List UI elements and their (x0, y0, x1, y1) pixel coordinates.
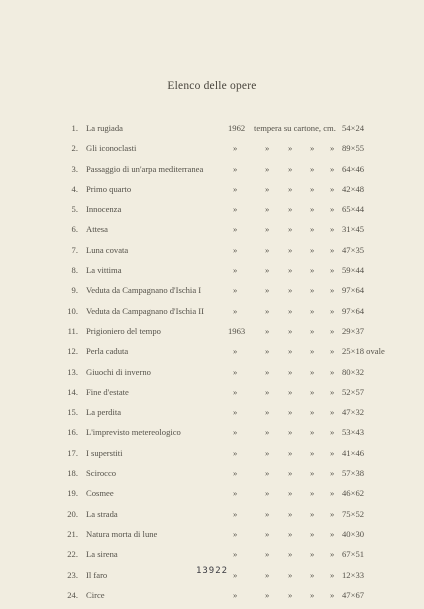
work-number: 19. (67, 488, 78, 499)
work-title: La rugiada (86, 123, 123, 133)
ditto-mark: » (265, 427, 270, 438)
ditto-mark: » (310, 143, 315, 154)
ditto-mark: » (330, 143, 335, 154)
work-dimensions: 54×24 (342, 123, 365, 133)
ditto-mark: » (265, 244, 270, 255)
ditto-mark: » (330, 508, 335, 519)
list-item (0, 183, 424, 203)
work-title: Innocenza (86, 204, 122, 215)
work-dimensions: 52×57 (342, 386, 365, 397)
ditto-mark: » (330, 569, 335, 580)
work-number: 16. (67, 427, 78, 438)
work-title: Giuochi di inverno (86, 366, 151, 377)
list-item (0, 142, 424, 162)
ditto-mark: » (265, 528, 270, 539)
work-number: 24. (67, 589, 78, 600)
work-dimensions: 47×32 (342, 407, 365, 418)
ditto-mark: » (265, 468, 270, 479)
page-title: Elenco delle opere (167, 80, 257, 92)
ditto-mark: » (288, 346, 293, 357)
ditto-mark: » (233, 224, 238, 235)
list-item (0, 345, 424, 365)
ditto-mark: » (233, 163, 238, 174)
ditto-mark: » (310, 407, 315, 418)
ditto-mark: » (233, 265, 238, 276)
work-number: 11. (67, 325, 78, 336)
work-number: 6. (71, 224, 78, 235)
ditto-mark: » (330, 407, 335, 418)
ditto-mark: » (233, 549, 238, 560)
ditto-mark: » (330, 183, 335, 194)
ditto-mark: » (265, 386, 270, 397)
list-item (0, 406, 424, 426)
ditto-mark: » (330, 346, 335, 357)
work-number: 8. (71, 265, 78, 276)
ditto-mark: » (265, 508, 270, 519)
work-medium: tempera su cartone, cm. (254, 123, 336, 133)
work-title: Fine d'estate (86, 386, 129, 397)
work-title: Veduta da Campagnano d'Ischia I (86, 285, 202, 296)
ditto-mark: » (233, 589, 238, 600)
list-item (0, 203, 424, 223)
ditto-mark: » (233, 447, 238, 458)
ditto-mark: » (288, 143, 293, 154)
ditto-mark: » (265, 589, 270, 600)
work-year: 1963 (228, 325, 246, 336)
ditto-mark: » (288, 325, 293, 336)
ditto-mark: » (233, 528, 238, 539)
work-number: 21. (67, 528, 78, 539)
list-item (0, 426, 424, 446)
work-dimensions: 25×18 ovale (342, 346, 385, 357)
ditto-mark: » (330, 386, 335, 397)
ditto-mark: » (265, 447, 270, 458)
ditto-mark: » (265, 183, 270, 194)
work-dimensions: 53×43 (342, 427, 365, 438)
ditto-mark: » (310, 224, 315, 235)
list-item (0, 467, 424, 487)
ditto-mark: » (233, 488, 238, 499)
work-dimensions: 41×46 (342, 447, 365, 458)
work-title: Attesa (86, 224, 108, 235)
ditto-mark: » (330, 305, 335, 316)
ditto-mark: » (288, 468, 293, 479)
ditto-mark: » (265, 407, 270, 418)
ditto-mark: » (265, 204, 270, 215)
ditto-mark: » (265, 285, 270, 296)
catalog-number: 13922 (195, 566, 229, 576)
ditto-mark: » (330, 224, 335, 235)
ditto-mark: » (330, 549, 335, 560)
ditto-mark: » (330, 325, 335, 336)
list-item (0, 305, 424, 325)
ditto-mark: » (233, 143, 238, 154)
ditto-mark: » (265, 569, 270, 580)
ditto-mark: » (310, 285, 315, 296)
work-title: Il faro (86, 569, 108, 580)
work-title: La perdita (86, 407, 122, 418)
work-year: 1962 (228, 123, 246, 133)
ditto-mark: » (233, 244, 238, 255)
ditto-mark: » (233, 285, 238, 296)
ditto-mark: » (233, 427, 238, 438)
list-item (0, 264, 424, 284)
ditto-mark: » (288, 528, 293, 539)
work-title: Scirocco (86, 468, 117, 479)
work-title: L'imprevisto metereologico (86, 427, 181, 438)
ditto-mark: » (330, 285, 335, 296)
work-dimensions: 97×64 (342, 285, 365, 296)
ditto-mark: » (330, 366, 335, 377)
work-dimensions: 42×48 (342, 183, 365, 194)
ditto-mark: » (330, 244, 335, 255)
work-dimensions: 65×44 (342, 204, 365, 215)
ditto-mark: » (310, 488, 315, 499)
work-title: Prigioniero del tempo (86, 325, 161, 336)
ditto-mark: » (310, 265, 315, 276)
ditto-mark: » (288, 427, 293, 438)
work-title: Passaggio di un'arpa mediterranea (86, 163, 204, 174)
ditto-mark: » (310, 244, 315, 255)
work-title: Gli iconoclasti (86, 143, 137, 154)
ditto-mark: » (265, 488, 270, 499)
list-item (0, 508, 424, 528)
work-number: 14. (67, 386, 78, 397)
ditto-mark: » (288, 589, 293, 600)
ditto-mark: » (233, 386, 238, 397)
ditto-mark: » (233, 407, 238, 418)
ditto-mark: » (310, 589, 315, 600)
ditto-mark: » (265, 224, 270, 235)
ditto-mark: » (233, 366, 238, 377)
ditto-mark: » (288, 386, 293, 397)
ditto-mark: » (233, 346, 238, 357)
ditto-mark: » (310, 447, 315, 458)
ditto-mark: » (330, 447, 335, 458)
work-number: 17. (67, 447, 78, 458)
ditto-mark: » (288, 508, 293, 519)
work-title: Circe (86, 589, 105, 600)
work-title: Perla caduta (86, 346, 129, 357)
ditto-mark: » (330, 265, 335, 276)
list-item (0, 589, 424, 609)
list-item (0, 366, 424, 386)
work-number: 23. (67, 569, 78, 580)
work-title: La strada (86, 508, 118, 519)
work-number: 7. (71, 244, 78, 255)
work-title: Cosmee (86, 488, 114, 499)
work-dimensions: 12×33 (342, 569, 365, 580)
ditto-mark: » (288, 265, 293, 276)
work-dimensions: 80×32 (342, 366, 365, 377)
ditto-mark: » (310, 346, 315, 357)
work-title: Veduta da Campagnano d'Ischia II (86, 305, 204, 316)
work-number: 15. (67, 407, 78, 418)
list-item (0, 223, 424, 243)
ditto-mark: » (265, 265, 270, 276)
ditto-mark: » (330, 488, 335, 499)
work-dimensions: 64×46 (342, 163, 365, 174)
ditto-mark: » (265, 549, 270, 560)
ditto-mark: » (310, 528, 315, 539)
ditto-mark: » (330, 163, 335, 174)
ditto-mark: » (265, 346, 270, 357)
work-title: Primo quarto (86, 183, 132, 194)
list-item (0, 386, 424, 406)
list-item (0, 284, 424, 304)
work-title: La vittima (86, 265, 122, 276)
ditto-mark: » (310, 366, 315, 377)
ditto-mark: » (288, 549, 293, 560)
work-dimensions: 57×38 (342, 468, 365, 479)
ditto-mark: » (330, 204, 335, 215)
list-item (0, 528, 424, 548)
work-number: 5. (71, 204, 78, 215)
ditto-mark: » (330, 427, 335, 438)
work-title: I superstiti (86, 447, 123, 458)
ditto-mark: » (310, 427, 315, 438)
ditto-mark: » (288, 407, 293, 418)
ditto-mark: » (265, 325, 270, 336)
work-number: 18. (67, 468, 78, 479)
work-dimensions: 75×52 (342, 508, 365, 519)
work-number: 4. (71, 183, 78, 194)
ditto-mark: » (330, 528, 335, 539)
ditto-mark: » (330, 468, 335, 479)
ditto-mark: » (288, 569, 293, 580)
work-dimensions: 89×55 (342, 143, 365, 154)
ditto-mark: » (310, 549, 315, 560)
ditto-mark: » (288, 305, 293, 316)
ditto-mark: » (310, 386, 315, 397)
list-item (0, 447, 424, 467)
work-dimensions: 47×35 (342, 244, 365, 255)
works-list (0, 122, 424, 609)
work-title: Natura morta di lune (86, 528, 158, 539)
ditto-mark: » (233, 204, 238, 215)
list-item (0, 122, 424, 142)
list-item (0, 325, 424, 345)
ditto-mark: » (288, 163, 293, 174)
work-number: 3. (71, 163, 78, 174)
ditto-mark: » (288, 183, 293, 194)
ditto-mark: » (288, 204, 293, 215)
work-dimensions: 67×51 (342, 549, 365, 560)
work-number: 2. (71, 143, 78, 154)
ditto-mark: » (233, 569, 238, 580)
work-dimensions: 97×64 (342, 305, 365, 316)
ditto-mark: » (310, 204, 315, 215)
ditto-mark: » (310, 468, 315, 479)
work-title: Luna covata (86, 244, 129, 255)
ditto-mark: » (288, 285, 293, 296)
ditto-mark: » (288, 488, 293, 499)
ditto-mark: » (288, 447, 293, 458)
ditto-mark: » (288, 244, 293, 255)
ditto-mark: » (265, 143, 270, 154)
work-dimensions: 47×67 (342, 589, 365, 600)
ditto-mark: » (265, 163, 270, 174)
ditto-mark: » (310, 508, 315, 519)
ditto-mark: » (330, 589, 335, 600)
ditto-mark: » (288, 224, 293, 235)
work-dimensions: 40×30 (342, 528, 365, 539)
work-number: 20. (67, 508, 78, 519)
work-dimensions: 29×37 (342, 325, 365, 336)
work-number: 1. (71, 123, 78, 133)
work-number: 10. (67, 305, 78, 316)
ditto-mark: » (310, 325, 315, 336)
list-item (0, 163, 424, 183)
ditto-mark: » (233, 183, 238, 194)
ditto-mark: » (288, 366, 293, 377)
ditto-mark: » (265, 305, 270, 316)
work-number: 12. (67, 346, 78, 357)
work-number: 13. (67, 366, 78, 377)
work-dimensions: 46×62 (342, 488, 365, 499)
ditto-mark: » (265, 366, 270, 377)
work-number: 22. (67, 549, 78, 560)
work-title: La sirena (86, 549, 118, 560)
list-item (0, 244, 424, 264)
ditto-mark: » (233, 305, 238, 316)
work-dimensions: 31×45 (342, 224, 365, 235)
ditto-mark: » (233, 508, 238, 519)
ditto-mark: » (233, 468, 238, 479)
work-number: 9. (71, 285, 78, 296)
ditto-mark: » (310, 183, 315, 194)
work-dimensions: 59×44 (342, 265, 365, 276)
ditto-mark: » (310, 305, 315, 316)
ditto-mark: » (310, 569, 315, 580)
list-item (0, 487, 424, 507)
ditto-mark: » (310, 163, 315, 174)
